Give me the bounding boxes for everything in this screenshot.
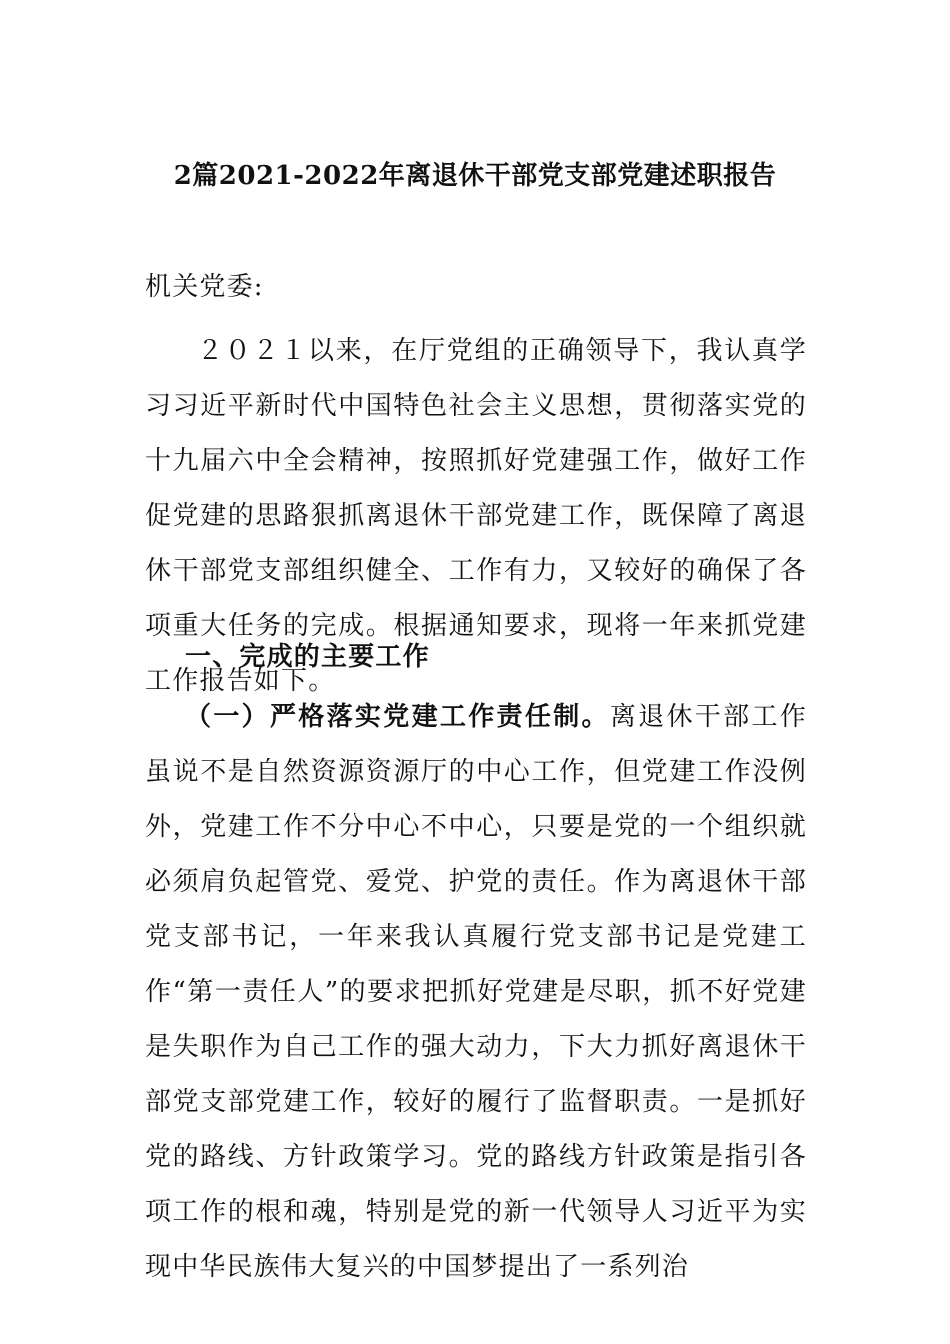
subsection-lead: （一）严格落实党建工作责任制。 (185, 702, 610, 732)
salutation: 机关党委: (145, 272, 264, 302)
section-heading: 一、完成的主要工作 (185, 642, 430, 672)
subsection-body: 离退休干部工作虽说不是自然资源资源厅的中心工作，但党建工作没例外，党建工作不分中心不中心，只要是党的一个组织就必须肩负起管党、爱党、护党的责任。作为离退休干部党支部书记，一年来我认真履行党支部书记是党建工作“第一责任人”的要求把抓好党建是尽职，抓不好党建是失职作为自己工作的强大动力，下大力抓好离退休干部党支部党建工作，较好的履行了监督职责。一是抓好党的路线、方针政策学习。党的路线方针政策是指引各项工作的根和魂，特别是党的新一代领导人习近平为实现中华民族伟大复兴的中国梦提出了一系列治 (145, 702, 807, 1282)
paragraph-subsection-1 (145, 690, 807, 1295)
document-title: 2篇2021-2022年离退休干部党支部党建述职报告 (173, 161, 777, 191)
paragraph-intro: ２０２１以来，在厅党组的正确领导下，我认真学习习近平新时代中国特色社会主义思想，贯彻落实党的十九届六中全会精神，按照抓好党建强工作，做好工作促党建的思路狠抓离退休干部党建工作，既保障了离退休干部党支部组织健全、工作有力，又较好的确保了各项重大任务的完成。根据通知要求，现将一年来抓党建工作报告如下。 (145, 336, 807, 696)
